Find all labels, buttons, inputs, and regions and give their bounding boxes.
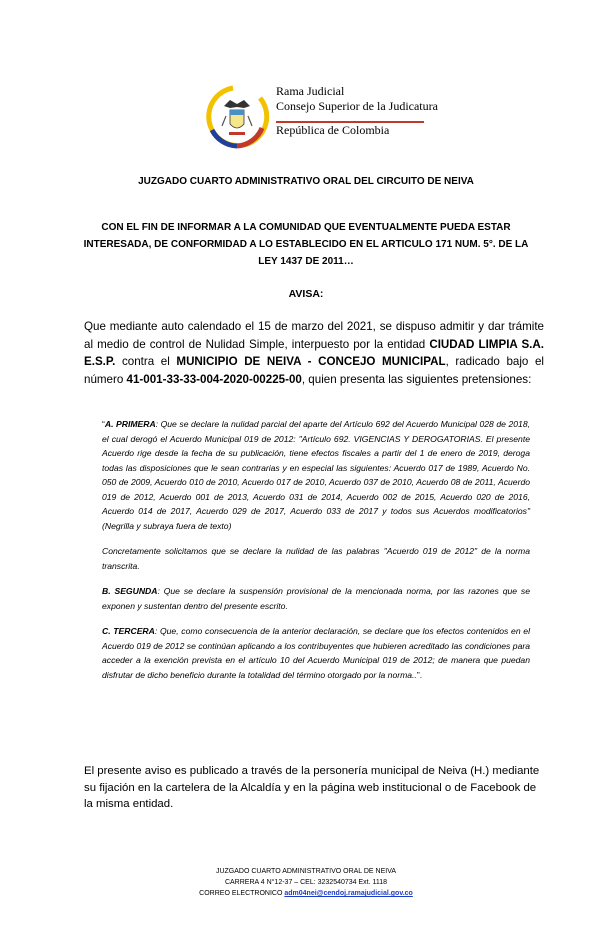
main-text-4: , quien presenta las siguientes pretensiones: xyxy=(301,372,532,386)
court-title: JUZGADO CUARTO ADMINISTRATIVO ORAL DEL CIRCUITO DE NEIVA xyxy=(138,176,474,187)
avisa-heading: AVISA: xyxy=(288,288,324,300)
main-paragraph xyxy=(84,318,544,388)
close-quote-mark: ”. xyxy=(416,669,423,680)
footer-email-line xyxy=(0,888,612,899)
municipio-name: MUNICIPIO DE NEIVA - CONCEJO MUNICIPAL xyxy=(176,355,446,368)
pretension-b-text: : Que se declare la suspensión provisional de la mencionada norma, por las razones que se exponen y sustentan dentro del presente escrito. xyxy=(102,586,530,611)
entity-name: CIUDAD LIMPIA S.A. E.S.P. xyxy=(84,337,544,368)
pretension-a xyxy=(102,417,530,533)
pretension-b-label: B. SEGUNDA xyxy=(102,586,158,596)
main-text-2: contra el xyxy=(115,355,177,368)
pretension-a-label: A. PRIMERA xyxy=(104,419,156,429)
closing-paragraph: El presente aviso es publicado a través de la personería municipal de Neiva (H.) mediante su fijación en la cartelera de la Alcaldía y en la página web institucional o de Facebook de la misma entidad. xyxy=(84,765,540,810)
pretension-c-text: : Que, como consecuencia de la anterior declaración, se declare que los efectos contenidos en el Acuerdo 019 de 2012 se continúan aplicando a los contribuyentes que hubieren acreditado las condiciones para acceder a la exención prevista en el artículo 10 del Acuerdo Municipal 019 de 2012; de manera que puedan disfrutar de dicho beneficio durante la totalidad del término otorgado por la norma.. xyxy=(102,626,530,680)
main-text-3: , radicado bajo el número xyxy=(84,355,544,386)
footer-address: CARRERA 4 N°12-37 – CEL: 3232540734 Ext. 1118 xyxy=(224,879,388,886)
colombia-coat-of-arms-logo xyxy=(200,80,274,154)
footer-email-label: CORREO ELECTRONICO xyxy=(199,890,285,897)
institution-name-block xyxy=(276,84,438,138)
header-divider xyxy=(276,121,424,123)
pretension-b xyxy=(102,584,530,613)
email-link[interactable]: adm04nei@cendoj.ramajudicial.gov.co xyxy=(284,890,413,897)
pretension-c xyxy=(102,624,530,682)
radicado-number: 41-001-33-33-004-2020-00225-00 xyxy=(126,372,302,386)
pretensiones-quote xyxy=(102,417,530,693)
pretension-c-label: C. TERCERA xyxy=(102,626,155,636)
concretamente-paragraph: Concretamente solicitamos que se declare la nulidad de las palabras "Acuerdo 019 de 2012" de la norma transcrita. xyxy=(102,546,530,571)
intro-heading: CON EL FIN DE INFORMAR A LA COMUNIDAD QUE EVENTUALMENTE PUEDA ESTAR INTERESADA, DE CONFORMIDAD A LO ESTABLECIDO EN EL ARTICULO 171 NUM. 5°. DE LA LEY 1437 DE 2011… xyxy=(83,222,529,267)
header-line-rama-judicial: Rama Judicial xyxy=(276,84,345,98)
pretension-a-text: : Que se declare la nulidad parcial del aparte del Artículo 692 del Acuerdo Municipal 028 de 2018, el cual derogó el Acuerdo Municipal 019 de 2012: "Artículo 692. VIGENCIAS Y DEROGATORIAS. El presente Acuerdo rige desde la fecha de su publicación, tiene efectos fiscales a partir del 1 de enero de 2019, deroga todas las disposiciones que le sean contrarias y en especial las siguientes: Acuerdo 017 de 1989, Acuerdo No. 050 de 2009, Acuerdo 010 de 2010, Acuerdo 017 de 2010, Acuerdo 037 de 2010, Acuerdo 08 de 2011, Acuerdo 019 de 2012, Acuerdo 001 de 2013, Acuerdo 031 de 2014, Acuerdo 002 de 2015, Acuerdo 020 de 2016, Acuerdo 014 de 2017, Acuerdo 029 de 2017, Acuerdo 033 de 2017 y todos sus Acuerdos modificatorios" (Negrilla y subraya fuera de texto) xyxy=(102,419,530,531)
page-footer xyxy=(0,866,612,899)
header-line-republica: República de Colombia xyxy=(276,123,390,137)
main-text-1: Que mediante auto calendado el 15 de marzo del 2021, se dispuso admitir y dar trámite al medio de control de Nulidad Simple, interpuesto por la entidad xyxy=(84,320,544,351)
open-quote-mark: “ xyxy=(102,419,105,429)
header-line-consejo: Consejo Superior de la Judicatura xyxy=(276,99,438,113)
footer-court-name: JUZGADO CUARTO ADMINISTRATIVO ORAL DE NEIVA xyxy=(215,868,397,875)
